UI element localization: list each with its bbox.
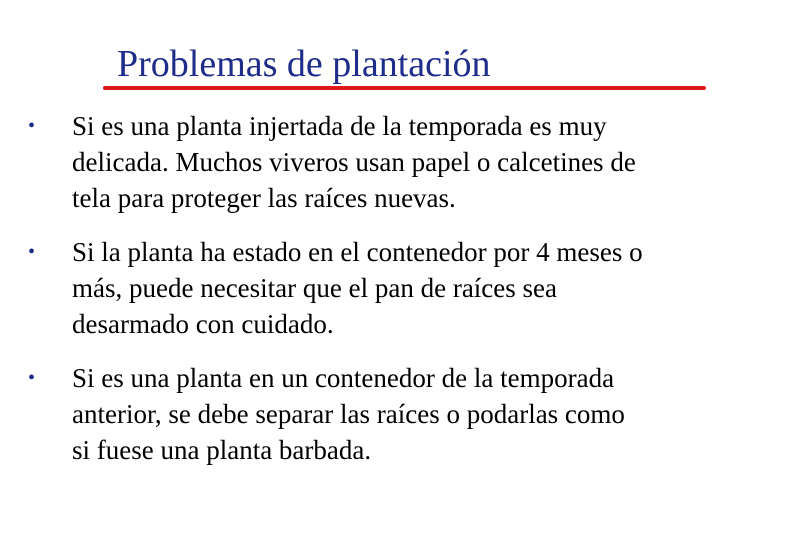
bullet-line: Si la planta ha estado en el contenedor por 4 meses o [72, 237, 643, 267]
title-underline [103, 86, 706, 90]
bullet-item [28, 108, 788, 216]
bullet-icon: • [28, 241, 36, 263]
bullet-line: más, puede necesitar que el pan de raíces sea [72, 273, 558, 303]
bullet-icon: • [28, 115, 36, 137]
bullet-line: si fuese una planta barbada. [72, 435, 372, 465]
bullet-item [28, 234, 788, 342]
bullet-icon: • [28, 367, 36, 389]
bullet-list [28, 108, 788, 486]
bullet-line: Si es una planta en un contenedor de la temporada [72, 363, 615, 393]
bullet-item [28, 360, 788, 468]
bullet-line: desarmado con cuidado. [72, 309, 334, 339]
bullet-line: Si es una planta injertada de la temporada es muy [72, 111, 607, 141]
page-title: Problemas de plantación [117, 43, 491, 85]
bullet-line: delicada. Muchos viveros usan papel o calcetines de [72, 147, 636, 177]
bullet-line: tela para proteger las raíces nuevas. [72, 183, 456, 213]
bullet-line: anterior, se debe separar las raíces o podarlas como [72, 399, 625, 429]
